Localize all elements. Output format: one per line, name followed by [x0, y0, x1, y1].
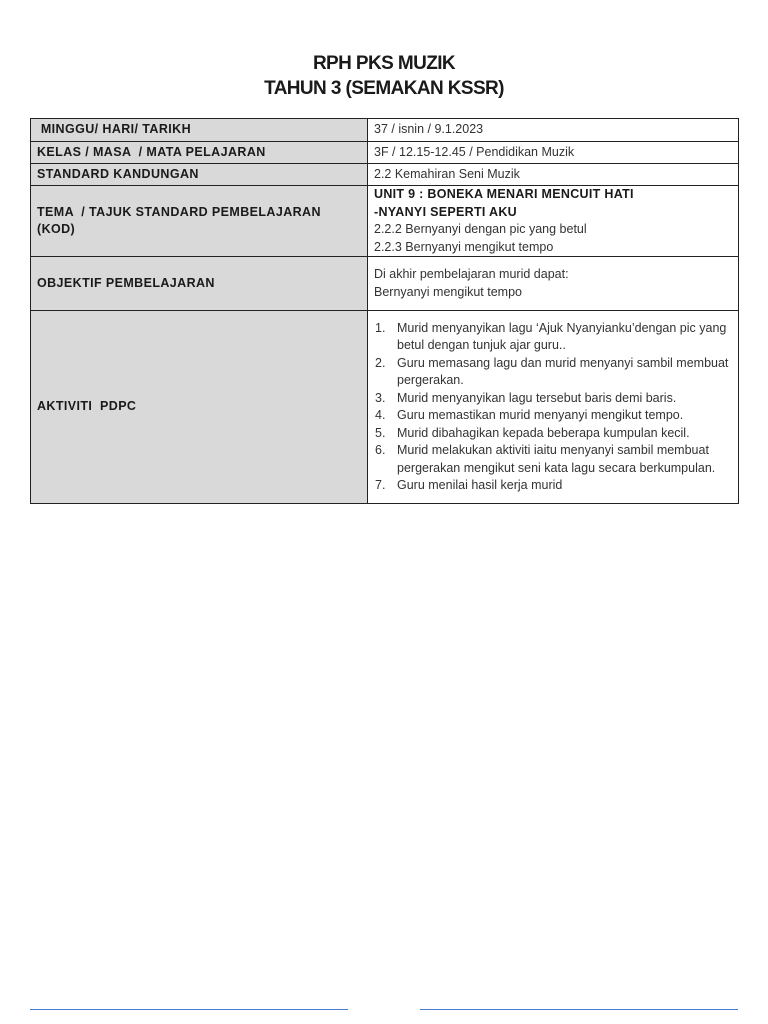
activity-text: Guru menilai hasil kerja murid — [397, 478, 563, 492]
lesson-plan-table — [30, 118, 739, 504]
activity-number: 4. — [375, 408, 386, 422]
activity-item — [374, 320, 732, 355]
activity-number: 2. — [375, 355, 386, 370]
unit-title: UNIT 9 : BONEKA MENARI MENCUIT HATI — [374, 187, 634, 201]
activity-text: Murid melakukan aktiviti iaitu menyanyi sambil membuat pergerakan mengikut seni kata lagu secara berkumpulan. — [397, 443, 716, 475]
footer-divider-left — [30, 1009, 348, 1010]
value-standard: 2.2 Kemahiran Seni Muzik — [368, 164, 739, 186]
activity-text: Guru memasang lagu dan murid menyanyi sambil membuat pergerakan. — [397, 355, 729, 387]
activity-number: 7. — [375, 478, 386, 492]
footer-divider-right — [420, 1009, 738, 1010]
value-objektif — [368, 257, 739, 311]
row-kelas — [31, 142, 739, 164]
tajuk-title: -NYANYI SEPERTI AKU — [374, 204, 517, 219]
standard-pembelajaran-1: 2.2.2 Bernyanyi dengan pic yang betul — [374, 222, 587, 236]
activity-number: 1. — [375, 320, 386, 335]
label-tema: TEMA / TAJUK STANDARD PEMBELAJARAN (KOD) — [31, 186, 368, 257]
value-aktiviti — [368, 311, 739, 504]
value-minggu: 37 / isnin / 9.1.2023 — [368, 119, 739, 142]
objektif-text: Bernyanyi mengikut tempo — [374, 284, 522, 299]
activity-list — [374, 320, 732, 495]
row-standard — [31, 164, 739, 186]
label-kelas: KELAS / MASA / MATA PELAJARAN — [31, 142, 368, 164]
label-aktiviti: AKTIVITI PDPC — [31, 311, 368, 504]
activity-item — [374, 407, 732, 425]
activity-item — [374, 477, 732, 495]
activity-number: 3. — [375, 390, 386, 405]
label-standard: STANDARD KANDUNGAN — [31, 164, 368, 186]
row-objektif — [31, 257, 739, 311]
activity-text: Murid menyanyikan lagu ‘Ajuk Nyanyianku’dengan pic yang betul dengan tunjuk ajar guru.. — [397, 320, 727, 352]
activity-item — [374, 390, 732, 408]
standard-pembelajaran-2: 2.2.3 Bernyanyi mengikut tempo — [374, 239, 554, 254]
row-tema — [31, 186, 739, 257]
activity-number: 5. — [375, 425, 386, 440]
label-minggu: MINGGU/ HARI/ TARIKH — [31, 119, 368, 142]
row-aktiviti — [31, 311, 739, 504]
activity-number: 6. — [375, 443, 386, 457]
activity-item — [374, 355, 732, 390]
value-kelas: 3F / 12.15-12.45 / Pendidikan Muzik — [368, 142, 739, 164]
objektif-intro: Di akhir pembelajaran murid dapat: — [374, 267, 569, 281]
activity-item — [374, 442, 732, 477]
activity-text: Murid dibahagikan kepada beberapa kumpulan kecil. — [397, 425, 690, 440]
activity-item — [374, 425, 732, 443]
document-title: RPH PKS MUZIK — [312, 53, 456, 74]
document-subtitle: TAHUN 3 (SEMAKAN KSSR) — [264, 78, 504, 99]
activity-text: Murid menyanyikan lagu tersebut baris demi baris. — [397, 390, 677, 405]
row-minggu — [31, 119, 739, 142]
value-tema — [368, 186, 739, 257]
activity-text: Guru memastikan murid menyanyi mengikut tempo. — [397, 408, 684, 422]
label-objektif: OBJEKTIF PEMBELAJARAN — [31, 257, 368, 311]
